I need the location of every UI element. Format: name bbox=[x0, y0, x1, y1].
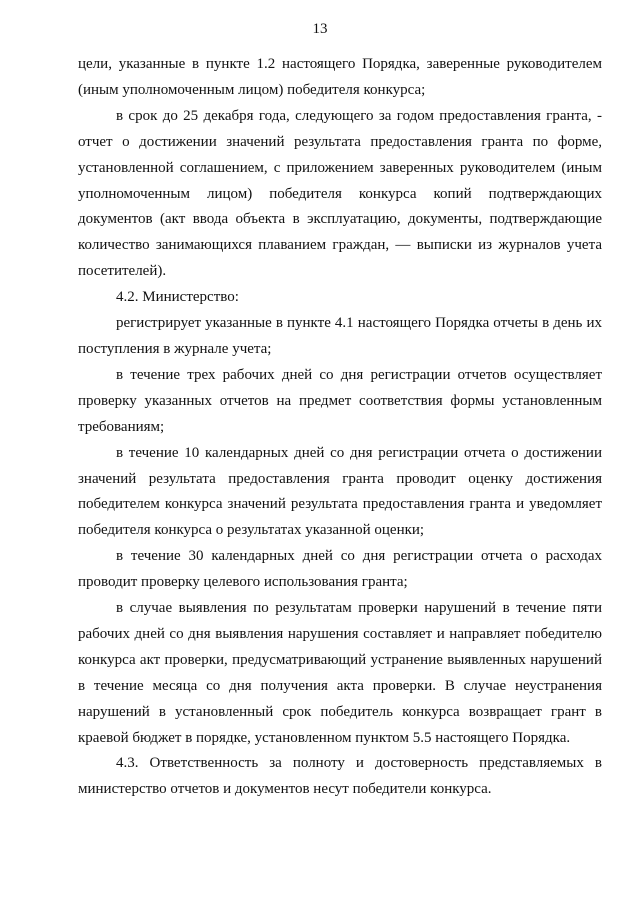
paragraph-registration: регистрирует указанные в пункте 4.1 настоящего Порядка отчеты в день их поступления в журнале учета; bbox=[78, 315, 602, 357]
paragraph-responsibility-4-3: 4.3. Ответственность за полноту и достоверность представляемых в министерство отчетов и документов несут победители конкурса. bbox=[78, 755, 602, 798]
paragraph-violations: в случае выявления по результатам проверки нарушений в течение пяти рабочих дней со дня выявления нарушения составляет и направляет победителю конкурса акт проверки, предусматривающий устранение выявленных нарушений в течение месяца со дня получения акта проверки. В случае неустранения нарушений в установленный срок победитель конкурса возвращает грант в краевой бюджет в порядке, установленном пунктом 5.5 настоящего Порядка. bbox=[78, 600, 602, 746]
page-number: 13 bbox=[312, 21, 328, 37]
paragraph-result-evaluation: в течение 10 календарных дней со дня регистрации отчета о достижении значений результата предоставления гранта проводит оценку достижения победителем конкурса значений результата предоставления гранта и уведомляет победителя конкурса о результатах указанной оценки; bbox=[78, 444, 602, 539]
paragraph-usage-audit: в течение 30 календарных дней со дня регистрации отчета о расходах проводит проверку целевого использования гранта; bbox=[78, 548, 602, 591]
section-heading-4-2: 4.2. Министерство: bbox=[116, 289, 239, 306]
paragraph-report-deadline: в срок до 25 декабря года, следующего за годом предоставления гранта, - отчет о достижении значений результата предоставления гранта по форме, установленной соглашением, с приложением заверенных руководителем (иным уполномоченным лицом) победителя конкурса копий подтверждающих документов (акт ввода объекта в эксплуатацию, документы, подтверждающие количество занимающихся плаванием граждан, — выписки из журналов учета посетителей). bbox=[78, 107, 602, 280]
paragraph-continuation: цели, указанные в пункте 1.2 настоящего Порядка, заверенные руководителем (иным уполномоченным лицом) победителя конкурса; bbox=[78, 56, 602, 98]
paragraph-form-check: в течение трех рабочих дней со дня регистрации отчетов осуществляет проверку указанных отчетов на предмет соответствия формы установленным требованиям; bbox=[78, 366, 602, 435]
document-body bbox=[78, 52, 602, 803]
